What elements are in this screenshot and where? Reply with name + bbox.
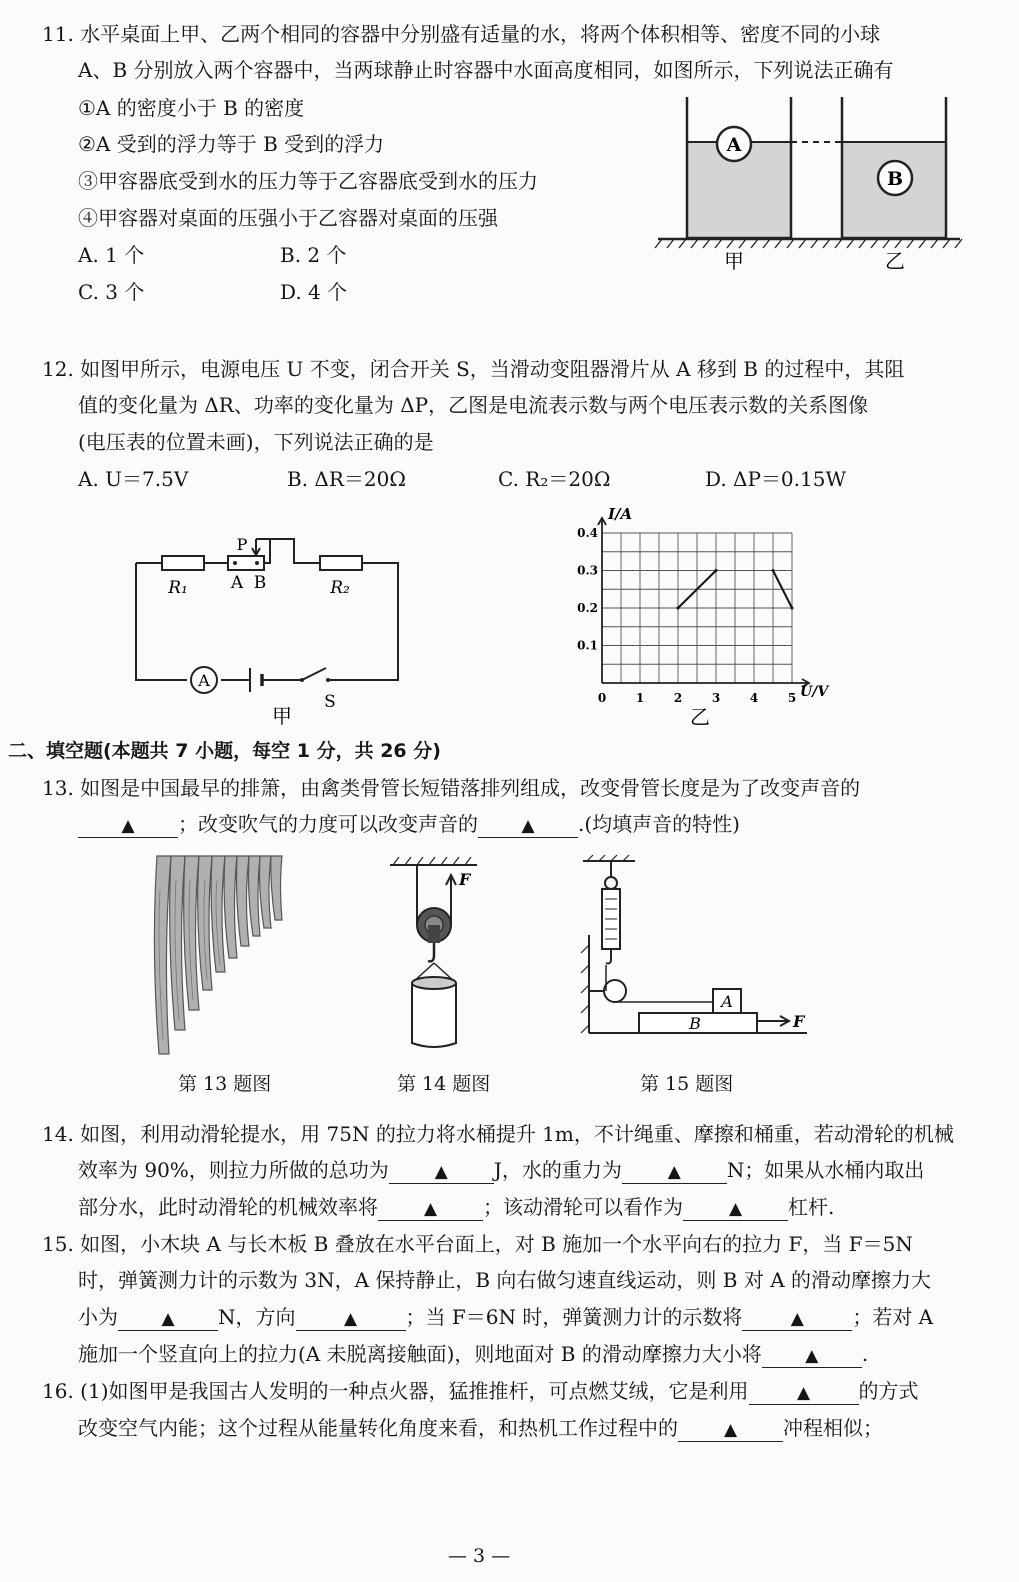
q15-blank-1[interactable]: ▲ (118, 1306, 218, 1331)
q11-option-c[interactable]: C. 3 个 (78, 280, 145, 304)
q11-option-b[interactable]: B. 2 个 (280, 243, 347, 267)
q13-panpipes-figure (145, 850, 295, 1065)
q11-statement-3: ③甲容器底受到水的压力等于乙容器底受到水的压力 (78, 169, 538, 193)
q15-blank-4[interactable]: ▲ (762, 1343, 862, 1368)
y-tick-label: 0.2 (577, 601, 598, 615)
q12-iu-graph (577, 502, 840, 729)
q16-stem-line1: 16. (1)如图甲是我国古人发明的一种点火器，猛推推杆，可点燃艾绒，它是利用 ▲ 的方式 (42, 1379, 919, 1403)
data-point (772, 569, 775, 572)
caption-fig15: 第 15 题图 (640, 1073, 734, 1095)
q15-blank-3[interactable]: ▲ (742, 1306, 852, 1331)
graph-x-axis-label: U/V (800, 684, 829, 700)
resistor-r2 (320, 556, 362, 570)
q11-containers-figure (650, 92, 970, 277)
x-tick-label: 5 (787, 691, 797, 705)
graph-label: 乙 (690, 705, 710, 729)
q12-stem-line1: 12. 如图甲所示，电源电压 U 不变，闭合开关 S，当滑动变阻器滑片从 A 移到 B 的过程中，其阻 (42, 357, 905, 381)
q15-stem-line2: 时，弹簧测力计的示数为 3N，A 保持静止，B 向右做匀速直线运动，则 B 对 A 的滑动摩擦力大 (78, 1268, 932, 1292)
board-force-label: F (793, 1012, 805, 1031)
q14-blank-1[interactable]: ▲ (389, 1159, 494, 1184)
slider-p-label: P (236, 535, 248, 554)
switch-s (302, 668, 326, 680)
q13-stem-line2: ▲ ；改变吹气的力度可以改变声音的 ▲ .(均填声音的特性) (78, 810, 740, 838)
q14-stem-line2: 效率为 90%，则拉力所做的总功为 ▲ J，水的重力为 ▲ N；如果从水桶内取出 (78, 1158, 925, 1182)
q16-blank-2[interactable]: ▲ (678, 1417, 783, 1442)
x-axis (602, 679, 809, 687)
rheostat-end-a: A (230, 573, 244, 593)
circuit-label: 甲 (272, 704, 292, 728)
q12-option-b[interactable]: B. ΔR＝20Ω (287, 467, 406, 491)
q14-blank-2[interactable]: ▲ (622, 1159, 727, 1184)
x-tick-label: 4 (749, 691, 759, 705)
q13-stem-line1: 13. 如图是中国最早的排箫，由禽类骨管长短错落排列组成，改变骨管长度是为了改变声音的 (42, 776, 861, 800)
q14-blank-4[interactable]: ▲ (683, 1196, 788, 1221)
q11-statement-4: ④甲容器对桌面的压强小于乙容器对桌面的压强 (78, 206, 498, 230)
data-point (715, 569, 718, 572)
pulley-force-label: F (459, 870, 471, 889)
q15-stem-line3: 小为 ▲ N，方向 ▲ ；当 F＝6N 时，弹簧测力计的示数将 ▲ ；若对 A (78, 1305, 934, 1329)
q14-pulley-figure (385, 855, 495, 1060)
q11-statement-2: ②A 受到的浮力等于 B 受到的浮力 (78, 132, 385, 156)
switch-label: S (324, 692, 336, 712)
q14-stem-line3: 部分水，此时动滑轮的机械效率将 ▲ ；该动滑轮可以看作为 ▲ 杠杆. (78, 1195, 835, 1219)
caption-fig13: 第 13 题图 (178, 1073, 272, 1095)
label-yi: 乙 (885, 249, 905, 273)
data-point (791, 607, 794, 610)
q11-stem-line1: 11. 水平桌面上甲、乙两个相同的容器中分别盛有适量的水，将两个体积相等、密度不同的小球 (42, 22, 881, 46)
x-tick-label: 1 (635, 691, 645, 705)
q13-blank-1[interactable]: ▲ (78, 813, 178, 838)
q12-stem-line2: 值的变化量为 ΔR、功率的变化量为 ΔP，乙图是电流表示数与两个电压表示数的关系图像 (78, 393, 869, 417)
q15-friction-figure (575, 855, 815, 1040)
q12-option-d[interactable]: D. ΔP＝0.15W (705, 467, 847, 491)
r2-label: R₂ (330, 578, 350, 598)
rheostat-end-b: B (253, 573, 267, 593)
caption-fig14: 第 14 题图 (397, 1073, 491, 1095)
x-tick-label: 3 (711, 691, 721, 705)
block-a-label: A (721, 992, 733, 1011)
q15-stem-line4: 施加一个竖直向上的拉力(A 未脱离接触面)，则地面对 B 的滑动摩擦力大小将 ▲ . (78, 1342, 869, 1366)
ball-b-label: B (886, 168, 904, 190)
q15-blank-2[interactable]: ▲ (296, 1306, 406, 1331)
q11-stem-line2: A、B 分别放入两个容器中，当两球静止时容器中水面高度相同，如图所示，下列说法正确有 (78, 58, 894, 82)
data-point (677, 607, 680, 610)
q11-option-a[interactable]: A. 1 个 (78, 243, 145, 267)
fixed-pulley (604, 980, 626, 1002)
q11-statement-1: ①A 的密度小于 B 的密度 (78, 96, 305, 120)
y-tick-label: 0.4 (577, 526, 598, 540)
q16-stem-line2: 改变空气内能；这个过程从能量转化角度来看，和热机工作过程中的 ▲ 冲程相似； (78, 1416, 883, 1440)
y-tick-label: 0.3 (577, 563, 598, 578)
resistor-r1 (162, 556, 204, 570)
q15-stem-line1: 15. 如图，小木块 A 与长木板 B 叠放在水平台面上，对 B 施加一个水平向右的拉力 F，当 F＝5N (42, 1232, 913, 1256)
page-number: — 3 — (448, 1545, 511, 1567)
ball-a-label: A (726, 134, 742, 156)
y-axis (598, 518, 606, 683)
q12-option-a[interactable]: A. U＝7.5V (78, 467, 189, 491)
q12-circuit-figure (120, 525, 420, 730)
q11-option-d[interactable]: D. 4 个 (280, 280, 348, 304)
q13-blank-2[interactable]: ▲ (478, 813, 578, 838)
board-b-label: B (689, 1014, 701, 1033)
q16-blank-1[interactable]: ▲ (749, 1380, 859, 1405)
q12-option-c[interactable]: C. R₂＝20Ω (498, 467, 611, 491)
ammeter-label: A (198, 671, 210, 690)
q12-stem-line3: (电压表的位置未画)，下列说法正确的是 (78, 430, 434, 454)
r1-label: R₁ (168, 578, 188, 598)
y-tick-label: 0.1 (577, 638, 598, 653)
graph-y-axis-label: I/A (608, 505, 633, 523)
label-jia: 甲 (724, 249, 744, 273)
x-tick-label: 2 (673, 691, 683, 705)
water-bucket (412, 983, 456, 1047)
q14-stem-line1: 14. 如图，利用动滑轮提水，用 75N 的拉力将水桶提升 1m，不计绳重、摩擦和桶重，若动滑轮的机械 (42, 1122, 954, 1146)
section-title: 二、填空题(本题共 7 小题，每空 1 分，共 26 分) (8, 740, 441, 762)
x-tick-label: 0 (597, 691, 607, 705)
q14-blank-3[interactable]: ▲ (378, 1196, 483, 1221)
